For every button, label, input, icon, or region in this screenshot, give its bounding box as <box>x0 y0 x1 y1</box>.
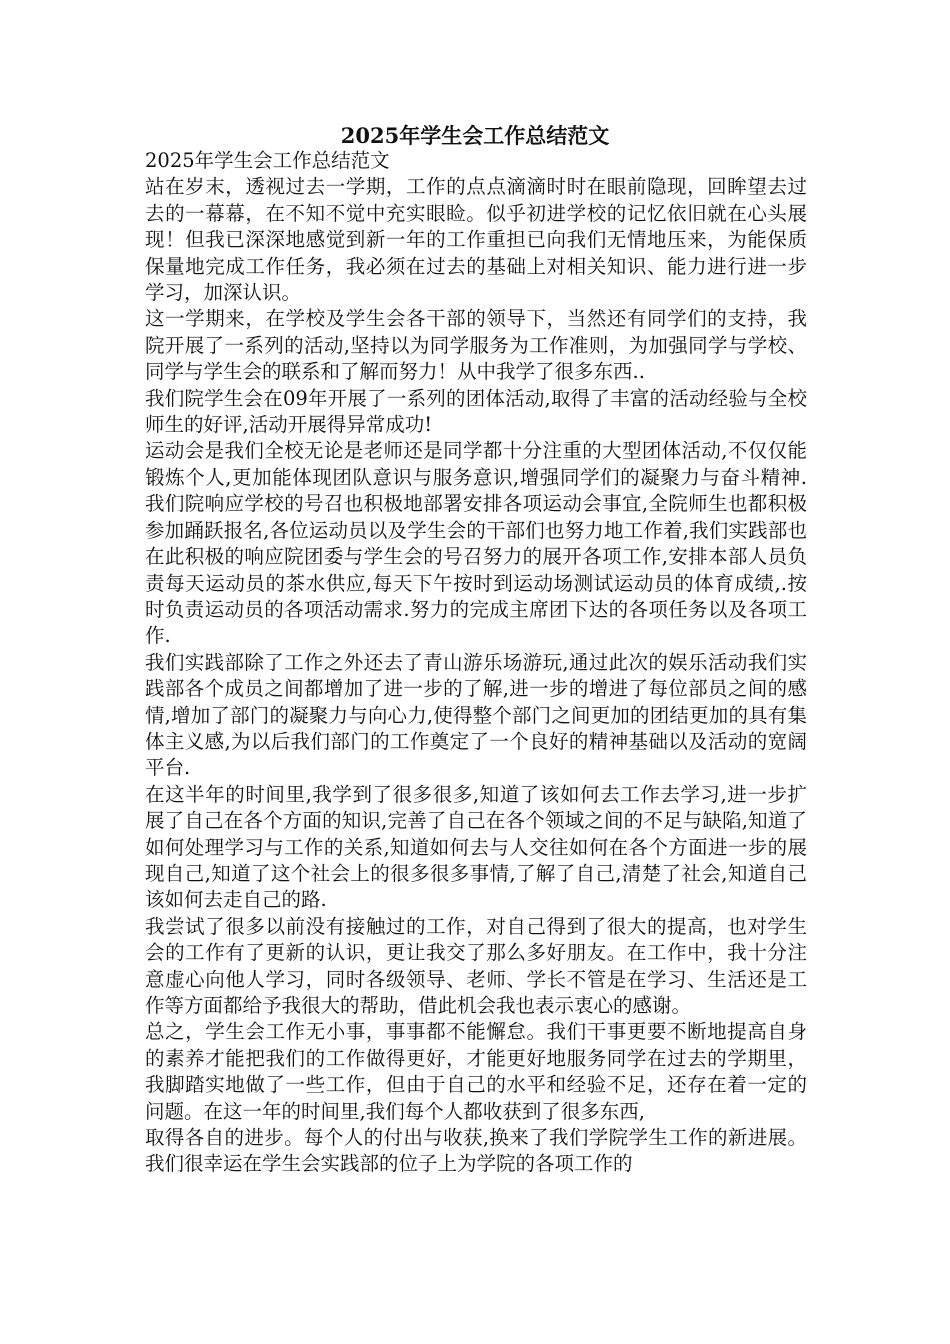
paragraph: 这一学期来，在学校及学生会各干部的领导下，当然还有同学们的支持，我院开展了一系列的活动,坚持以为同学服务为工作准则，为加强同学与学校、同学与学生会的联系和了解而努力！从中我学了很多东西.. <box>145 307 807 384</box>
paragraph: 总之，学生会工作无小事，事事都不能懈怠。我们干事更要不断地提高自身的素养才能把我们的工作做得更好，才能更好地服务同学在过去的学期里，我脚踏实地做了一些工作，但由于自己的水平和经验不足，还存在着一定的问题。在这一年的时间里,我们每个人都收获到了很多东西, <box>145 1020 807 1123</box>
paragraph: 取得各自的进步。每个人的付出与收获,换来了我们学院学生工作的新进展。我们很幸运在学生会实践部的位子上为学院的各项工作的 <box>145 1126 807 1176</box>
paragraph: 在这半年的时间里,我学到了很多很多,知道了该如何去工作去学习,进一步扩展了自己在各个方面的知识,完善了自己在各个领域之间的不足与缺陷,知道了如何处理学习与工作的关系,知道如何去与人交往如何在各个方面进一步的展现自己,知道了这个社会上的很多很多事情,了解了自己,清楚了社会,知道自己该如何去走自己的路. <box>145 782 807 912</box>
paragraph: 站在岁末，透视过去一学期，工作的点点滴滴时时在眼前隐现，回眸望去过去的一幕幕，在不知不觉中充实眼睑。似乎初进学校的记忆依旧就在心头展现！但我已深深地感觉到新一年的工作重担已向我们无情地压来，为能保质保量地完成工作任务，我必须在过去的基础上对相关知识、能力进行进一步学习，加深认识。 <box>145 175 807 305</box>
document-body <box>145 148 807 1178</box>
paragraph: 我们院学生会在09年开展了一系列的团体活动,取得了丰富的活动经验与全校师生的好评,活动开展得异常成功! <box>145 386 807 437</box>
paragraph-subtitle: 2025年学生会工作总结范文 <box>145 149 390 172</box>
document-title: 2025年学生会工作总结范文 <box>340 123 610 148</box>
paragraph: 运动会是我们全校无论是老师还是同学都十分注重的大型团体活动,不仅仅能锻炼个人,更加能体现团队意识与服务意识,增强同学们的凝聚力与奋斗精神.我们院响应学校的号召也积极地部署安排各项运动会事宜,全院师生也都积极参加踊跃报名,各位运动员以及学生会的干部们也努力地工作着,我们实践部也在此积极的响应院团委与学生会的号召努力的展开各项工作,安排本部人员负责每天运动员的茶水供应,每天下午按时到运动场测试运动员的体育成绩,.按时负责运动员的各项活动需求.努力的完成主席团下达的各项任务以及各项工作. <box>145 439 807 648</box>
paragraph: 我尝试了很多以前没有接触过的工作，对自己得到了很大的提高，也对学生会的工作有了更新的认识，更让我交了那么多好朋友。在工作中，我十分注意虚心向他人学习，同时各级领导、老师、学长不管是在学习、生活还是工作等方面都给予我很大的帮助，借此机会我也表示衷心的感谢。 <box>145 914 807 1017</box>
paragraph: 我们实践部除了工作之外还去了青山游乐场游玩,通过此次的娱乐活动我们实践部各个成员之间都增加了进一步的了解,进一步的增进了每位部员之间的感情,增加了部门的凝聚力与向心力,使得整个部门之间更加的团结更加的具有集体主义感,为以后我们部门的工作奠定了一个良好的精神基础以及活动的宽阔平台. <box>145 650 807 780</box>
